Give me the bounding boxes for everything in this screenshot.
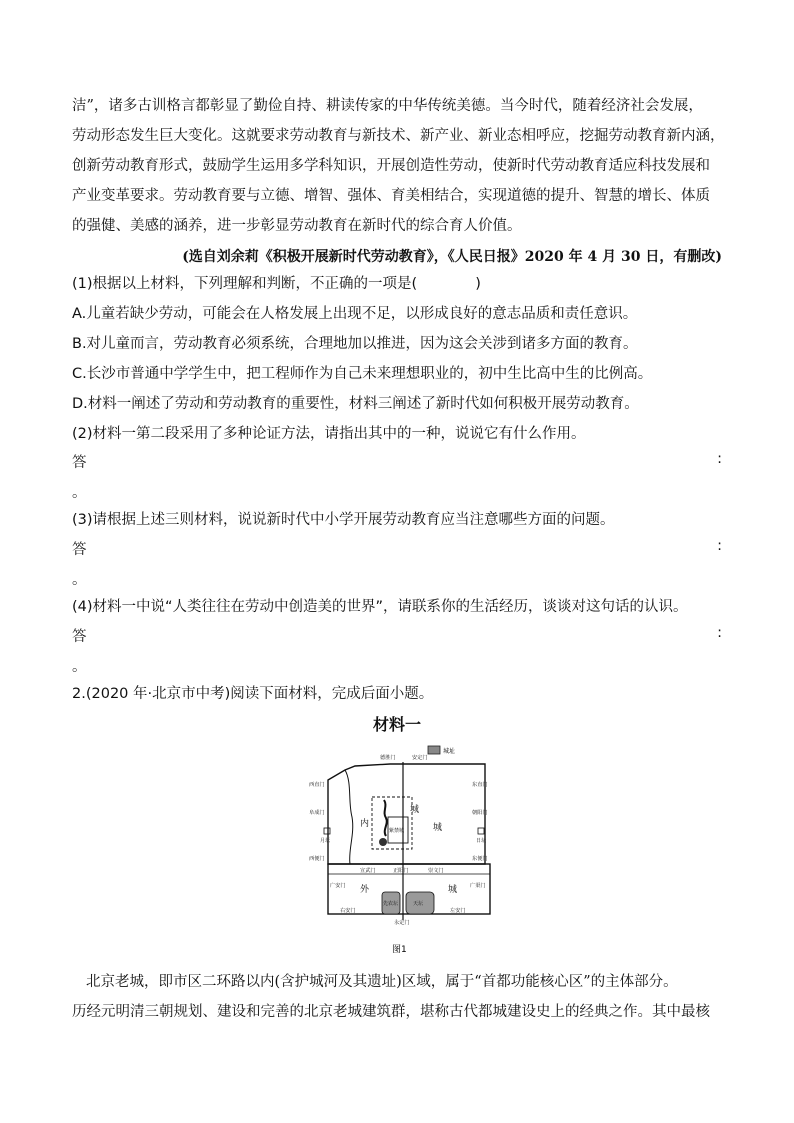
gate-chongwenmen: 崇文门	[428, 868, 444, 874]
gate-guangqumen: 广渠门	[470, 883, 486, 889]
legend-swatch	[428, 746, 440, 754]
gate-deshengmen: 德胜门	[380, 755, 396, 761]
yuetan-marker	[324, 828, 330, 834]
gate-chaoyangmen: 朝阳门	[472, 810, 488, 816]
gate-zuoanmen: 左安门	[450, 908, 466, 914]
label-nei: 内	[360, 819, 370, 829]
material-line-3: 创新劳动教育形式，鼓励学生运用多学科知识，开展创造性劳动，使新时代劳动教育适应科技发展和	[72, 158, 710, 174]
gate-yongdingmen: 永定门	[394, 920, 410, 926]
imperial-city	[372, 797, 412, 849]
answer-colon: :	[717, 538, 722, 554]
gate-xibianmen: 西便门	[309, 856, 325, 862]
answer-end-q4: 。	[72, 659, 87, 675]
material-source: (选自刘余莉《积极开展新时代劳动教育》，《人民日报》2020 年 4 月 30 日，有删改)	[182, 249, 722, 265]
central-lakes	[384, 800, 387, 836]
option-c: C.长沙市普通中学学生中，把工程师作为自己未来理想职业的，初中生比高中生的比例高。	[72, 366, 653, 382]
gate-youanmen: 右安门	[340, 908, 356, 914]
option-d: D.材料一阐述了劳动和劳动教育的重要性，材料三阐述了新时代如何积极开展劳动教育。	[72, 396, 639, 412]
gate-xuanwumen: 宣武门	[360, 868, 376, 874]
gate-andingmen: 安定门	[412, 755, 428, 761]
question-2: (2)材料一第二段采用了多种论证方法，请指出其中的一种，说说它有什么作用。	[72, 426, 586, 442]
question-1-stem-close: )	[475, 276, 481, 292]
closing-line-1: 北京老城，即市区二环路以内(含护城河及其遗址)区域，属于“首都功能核心区”的主体部分。	[86, 974, 678, 990]
question-1-stem-text: (1)根据以上材料，下列理解和判断，不正确的一项是(	[72, 276, 418, 292]
gate-xizhimen: 西直门	[309, 782, 325, 788]
label-tiantan: 天坛	[413, 901, 424, 907]
gate-zhengyangmen: 正阳门	[393, 868, 409, 874]
gate-fuchengmen: 阜成门	[309, 810, 325, 816]
material-line-5: 的强健、美感的涵养，进一步彰显劳动教育在新时代的综合育人价值。	[72, 218, 522, 234]
material-line-4: 产业变革要求。劳动教育要与立德、增智、强体、育美相结合，实现道德的提升、智慧的增长、体质	[72, 188, 710, 204]
answer-label: 答	[72, 629, 87, 645]
gate-dongbianmen: 东便门	[472, 856, 488, 862]
lake-marker	[379, 838, 387, 846]
question-1-stem	[72, 274, 722, 294]
label-cheng-right: 城	[433, 823, 443, 833]
beijing-old-city-map	[300, 742, 500, 958]
closing-line-2: 历经元明清三朝规划、建设和完善的北京老城建筑群，堪称古代都城建设史上的经典之作。其中最核	[72, 1004, 710, 1020]
material-line-1: 洁”，诸多古训格言都彰显了勤俭自持、耕读传家的中华传统美德。当今时代，随着经济社会发展，	[72, 98, 703, 114]
inner-river	[345, 770, 353, 864]
label-xiannongtan: 先农坛	[383, 901, 399, 907]
gate-dongzhimen: 东直门	[472, 782, 488, 788]
label-yuetan: 月坛	[320, 838, 331, 844]
legend	[428, 746, 455, 755]
question-4: (4)材料一中说“人类往往在劳动中创造美的世界”，请联系你的生活经历，谈谈对这句话的认识。	[72, 599, 688, 615]
answer-end-q3: 。	[72, 572, 87, 588]
label-cheng-lower: 城	[448, 885, 458, 895]
label-ritan: 日坛	[476, 838, 487, 844]
option-b: B.对儿童而言，劳动教育必须系统，合理地加以推进，因为这会关涉到诸多方面的教育。	[72, 336, 638, 352]
material-line-2: 劳动形态发生巨大变化。这就要求劳动教育与新技术、新产业、新业态相呼应，挖掘劳动教育新内涵，	[72, 128, 725, 144]
material-title: 材料一	[372, 715, 421, 734]
answer-label: 答	[72, 455, 87, 471]
answer-colon: :	[717, 625, 722, 641]
map-caption: 图1	[392, 945, 407, 955]
label-zijincheng: 紫禁城	[389, 828, 405, 834]
ritan-marker	[478, 828, 484, 834]
answer-line-q3[interactable]	[72, 538, 722, 558]
option-a: A.儿童若缺少劳动，可能会在人格发展上出现不足，以形成良好的意志品质和责任意识。	[72, 306, 638, 322]
question-block-2-header: 2.(2020 年·北京市中考)阅读下面材料，完成后面小题。	[72, 686, 434, 702]
question-3: (3)请根据上述三则材料，说说新时代中小学开展劳动教育应当注意哪些方面的问题。	[72, 512, 615, 528]
legend-label: 城址	[443, 748, 456, 755]
label-cheng-upper: 城	[410, 805, 420, 815]
answer-colon: :	[717, 451, 722, 467]
gate-guanganmen: 广安门	[330, 883, 346, 889]
label-wai: 外	[360, 885, 370, 895]
answer-end-q2: 。	[72, 485, 87, 501]
answer-line-q4[interactable]	[72, 625, 722, 645]
answer-line-q2[interactable]	[72, 451, 722, 471]
answer-label: 答	[72, 542, 87, 558]
